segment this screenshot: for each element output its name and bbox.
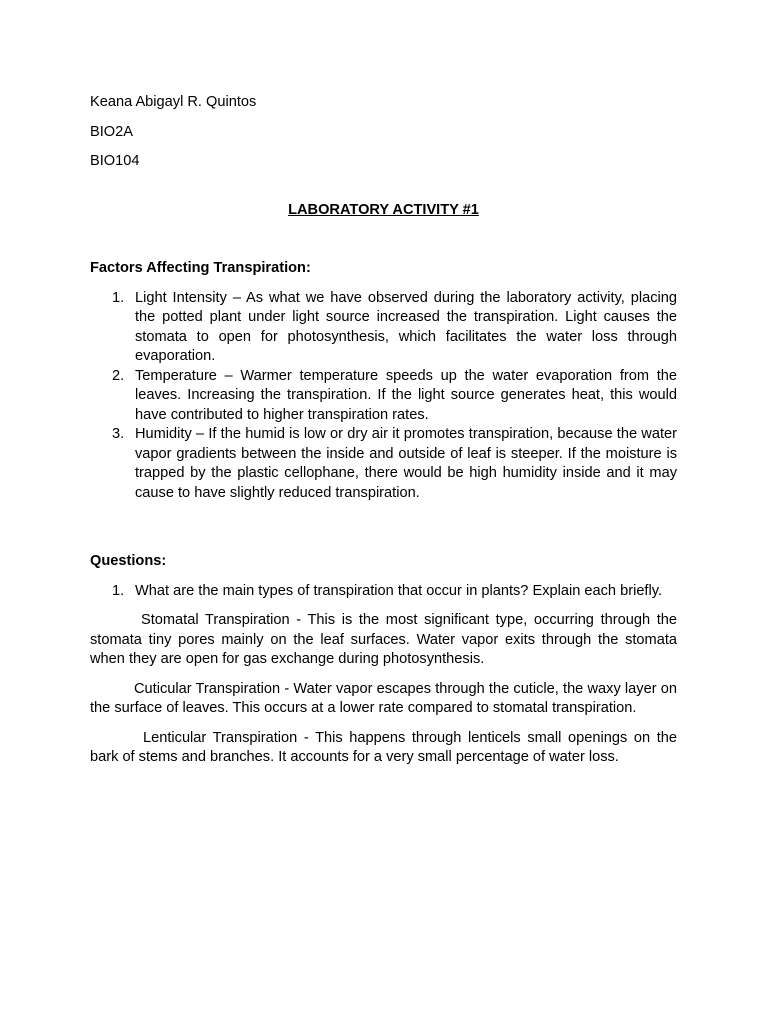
answer-cuticular: Cuticular Transpiration - Water vapor escapes through the cuticle, the waxy layer on the surface of leaves. This occurs at a lower rate compared to stomatal transpiration.	[90, 680, 677, 716]
answer-lenticular: Lenticular Transpiration - This happens through lenticels small openings on the bark of stems and branches. It accounts for a very small percentage of water loss.	[90, 729, 677, 765]
questions-heading: Questions:	[90, 553, 167, 569]
factor-item	[90, 425, 677, 503]
list-number: 1.	[112, 582, 125, 599]
student-section: BIO2A	[90, 123, 133, 140]
document-title: LABORATORY ACTIVITY #1	[288, 201, 479, 218]
factor-text: Temperature – Warmer temperature speeds up the water evaporation from the leaves. Increasing the transpiration. If the light source generates heat, this would have contributed to higher transpiration rates.	[135, 367, 677, 423]
factors-list	[90, 289, 677, 504]
list-number: 3.	[112, 426, 125, 442]
factor-text: Light Intensity – As what we have observed during the laboratory activity, placing the potted plant under light source increased the transpiration. Light causes the stomata to open for photosynthesis, which facilitates the water loss through evaporation.	[135, 289, 677, 364]
document-body	[90, 93, 677, 768]
factor-text: Humidity – If the humid is low or dry air it promotes transpiration, because the water vapor gradients between the inside and outside of leaf is steeper. If the moisture is trapped by the plastic cellophane, there would be high humidity inside and it may cause to have slightly reduced transpiration.	[135, 426, 677, 501]
answer-stomatal: Stomatal Transpiration - This is the most significant type, occurring through the stomata tiny pores mainly on the leaf surfaces. Water vapor exits through the stomata when they are open for gas exchange during photosynthesis.	[90, 612, 677, 667]
question-text: What are the main types of transpiration that occur in plants? Explain each briefly.	[135, 582, 662, 599]
factor-item	[90, 289, 677, 367]
list-number: 2.	[112, 367, 125, 384]
questions-list	[90, 582, 677, 602]
factors-heading: Factors Affecting Transpiration:	[90, 260, 311, 276]
course-code: BIO104	[90, 153, 140, 169]
question-item	[90, 582, 677, 602]
student-name: Keana Abigayl R. Quintos	[90, 94, 257, 110]
factor-item	[90, 367, 677, 426]
list-number: 1.	[112, 289, 125, 306]
